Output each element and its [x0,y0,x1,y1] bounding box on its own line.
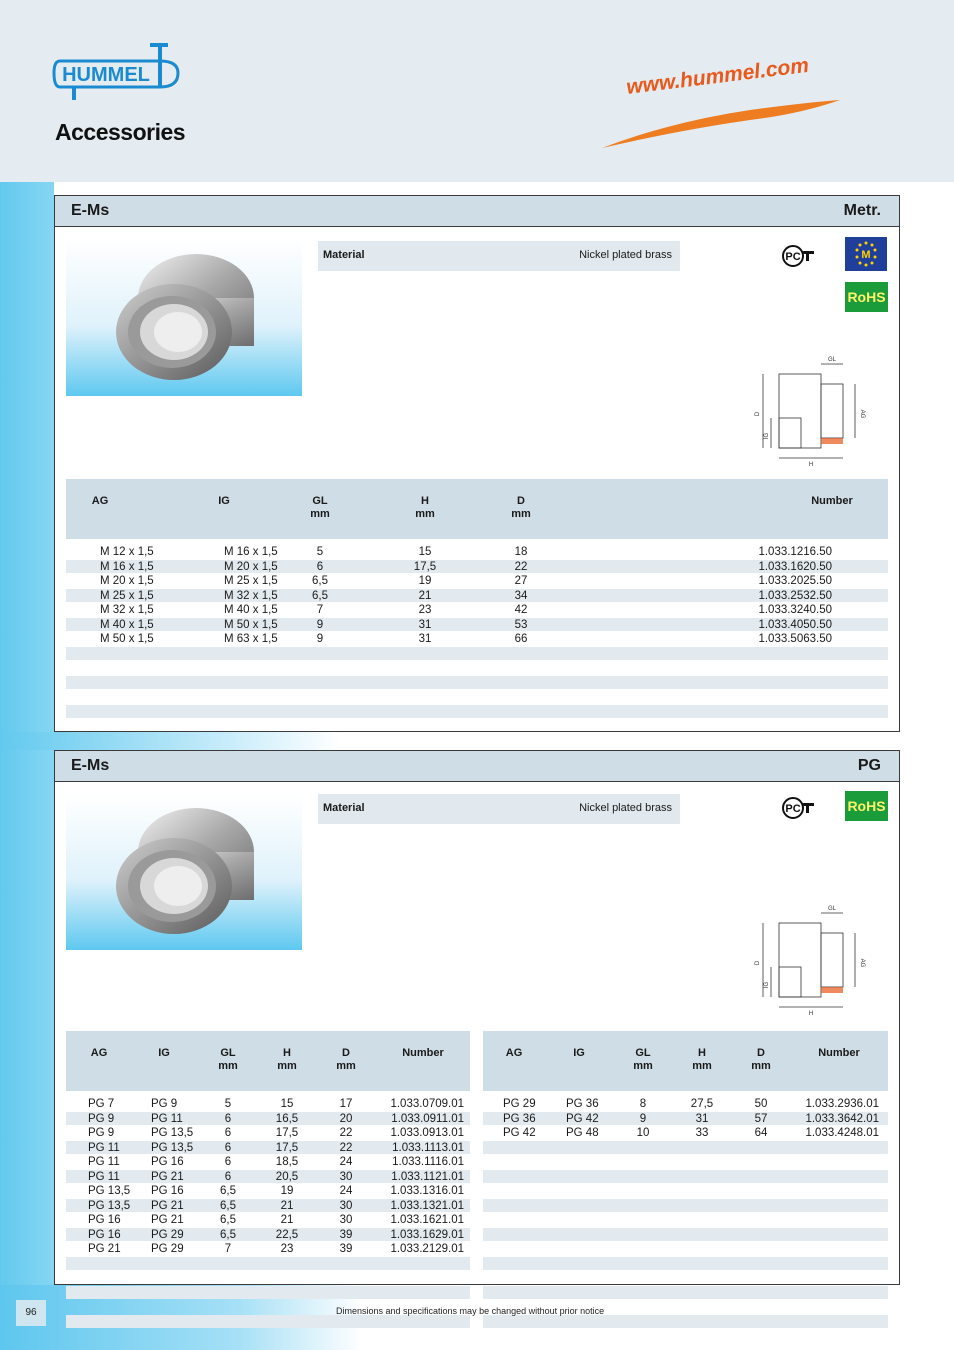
row-stripe [66,647,888,660]
svg-text:H: H [808,1011,814,1017]
table-cell: M 32 x 1,5 [224,589,278,602]
column-label: AG [505,1047,523,1059]
table-cell: 7 [224,1243,232,1255]
table-cell: 6 [224,1156,232,1168]
table-cell: M 50 x 1,5 [100,633,154,645]
column-label: IG [158,1047,170,1059]
gost-r-icon [782,245,816,267]
table-cell: 22,5 [275,1228,299,1241]
eu-badge-icon [845,237,887,271]
table-cell: PG 48 [566,1127,599,1139]
table-cell: 21 [280,1214,294,1226]
svg-text:D: D [755,960,761,966]
table-cell: 18,5 [275,1156,299,1168]
table-cell: 6 [224,1141,232,1154]
table-cell: PG 29 [503,1098,536,1110]
column-label: GL [312,495,328,507]
table-cell: 6,5 [312,589,328,602]
pg-spec-table-left [66,1031,470,1267]
column-unit: mm [692,1060,712,1072]
adapter-image [66,794,302,950]
table-cell: 6,5 [220,1214,236,1226]
table-cell: PG 16 [151,1185,184,1197]
row-stripe [66,1315,470,1328]
table-cell: PG 13,5 [88,1185,131,1197]
column-header-d [306,1047,386,1073]
table-cell: 22 [514,560,528,573]
table-cell: 17,5 [275,1127,299,1139]
table-cell: 1.033.2936.01 [805,1098,879,1110]
rohs-badge: RoHS [845,791,888,821]
table-cell: 9 [316,633,324,645]
table-cell: 31 [418,633,432,645]
column-label: H [283,1047,291,1059]
column-label: AG [90,1047,108,1059]
column-unit: mm [511,508,531,520]
table-cell: 1.033.1216.50 [758,546,832,558]
column-label: D [517,495,525,507]
thread-type: PG [857,757,881,774]
table-cell: M 20 x 1,5 [224,560,278,573]
table-cell: PG 21 [151,1170,184,1183]
svg-text:AG: AG [859,958,865,968]
column-label: H [421,495,429,507]
thread-type: Metr. [843,202,881,219]
website-banner[interactable] [600,53,850,154]
table-cell: PG 9 [151,1098,178,1110]
svg-text:GL: GL [827,357,837,363]
table-cell: PG 42 [503,1127,536,1139]
table-cell: PG 16 [88,1228,121,1241]
table-cell: 21 [418,589,432,602]
table-cell: 1.033.1116.01 [392,1156,464,1168]
table-cell: 31 [695,1112,709,1125]
row-stripe [66,1257,470,1270]
row-stripe [483,1228,888,1241]
column-header-number [383,1047,463,1060]
page-title: Accessories [55,119,186,145]
table-cell: PG 13,5 [88,1199,131,1212]
table-cell: 1.033.4248.01 [805,1127,879,1139]
table-cell: M 16 x 1,5 [100,560,154,573]
table-cell: PG 9 [88,1112,115,1125]
table-cell: 1.033.1629.01 [390,1228,464,1241]
table-cell: 15 [280,1098,294,1110]
table-cell: PG 11 [151,1112,183,1125]
table-cell: 6 [224,1127,232,1139]
table-cell: PG 21 [151,1214,184,1226]
row-stripe [483,1141,888,1154]
table-cell: 6,5 [220,1228,236,1241]
material-row [318,794,680,824]
row-stripe [66,676,888,689]
table-cell: 24 [339,1185,353,1197]
table-cell: 23 [418,604,432,616]
material-label: Material [323,249,365,261]
product-panel-pg [54,750,900,1285]
footer-disclaimer: Dimensions and specifications may be changed without prior notice [336,1306,605,1316]
table-cell: M 16 x 1,5 [224,546,278,558]
table-cell: 33 [695,1127,709,1139]
table-cell: 1.033.1321.01 [390,1199,464,1212]
table-cell: 39 [339,1228,353,1241]
row-stripe [483,1170,888,1183]
gost-r-icon [782,797,816,819]
column-label: Number [818,1047,860,1059]
table-header [66,479,888,539]
product-photo [66,794,302,950]
dimension-drawing [747,354,867,474]
column-header-d [481,495,561,521]
column-label: GL [635,1047,651,1059]
website-url[interactable]: www.hummel.com [625,53,811,100]
column-header-d [721,1047,801,1073]
material-label: Material [323,802,365,814]
page-number: 96 [16,1300,46,1326]
table-cell: 5 [224,1098,232,1110]
table-cell: 1.033.1113.01 [392,1141,464,1154]
table-cell: 1.033.0911.01 [391,1112,464,1125]
table-cell: PG 29 [151,1243,184,1255]
material-value: Nickel plated brass [579,249,672,261]
column-label: D [342,1047,350,1059]
column-label: IG [573,1047,585,1059]
row-stripe [483,1199,888,1212]
table-cell: 34 [514,589,528,602]
table-cell: 17,5 [275,1141,299,1154]
eu-badge-letter: M [861,249,871,261]
table-cell: 19 [280,1185,294,1197]
table-cell: PG 36 [503,1112,536,1125]
table-cell: 1.033.2025.50 [758,575,832,587]
table-cell: PG 11 [88,1170,120,1183]
hummel-logo [52,43,180,101]
table-cell: 6 [316,560,324,573]
column-label: Number [402,1047,444,1059]
pg-spec-table-right [483,1031,888,1267]
table-cell: PG 7 [88,1098,115,1110]
table-cell: 66 [514,633,528,645]
table-cell: 18 [514,546,528,558]
table-cell: PG 9 [88,1127,115,1139]
table-cell: 30 [339,1199,353,1212]
material-row [318,241,680,271]
table-cell: 17 [339,1098,353,1110]
dimension-drawing [747,903,867,1023]
table-cell: 39 [339,1243,353,1255]
table-cell: 20 [339,1112,353,1125]
table-cell: 16,5 [275,1112,299,1125]
table-cell: 1.033.4050.50 [758,618,832,631]
column-unit: mm [310,508,330,520]
row-stripe [483,1315,888,1328]
svg-text:D: D [755,411,761,417]
column-label: D [757,1047,765,1059]
table-cell: PG 13,5 [151,1141,194,1154]
svg-text:PC: PC [785,251,801,263]
table-cell: 1.033.5063.50 [758,633,832,645]
column-unit: mm [218,1060,238,1072]
column-unit: mm [336,1060,356,1072]
column-header-ag [60,495,140,508]
product-panel-metric [54,195,900,732]
table-cell: 5 [316,546,324,558]
section-divider-glow [0,732,340,750]
column-label: AG [91,495,109,507]
logo-wordmark: HUMMEL [62,64,150,86]
table-cell: 9 [639,1112,647,1125]
table-cell: 1.033.1621.01 [390,1214,464,1226]
table-cell: PG 11 [88,1156,120,1168]
table-cell: M 40 x 1,5 [224,604,278,616]
table-cell: 1.033.1121.01 [391,1170,464,1183]
table-cell: 22 [339,1141,353,1154]
table-cell: M 32 x 1,5 [100,604,154,616]
product-name: E-Ms [71,757,110,774]
svg-text:IG: IG [764,981,770,989]
material-value: Nickel plated brass [579,802,672,814]
column-unit: mm [277,1060,297,1072]
table-cell: 30 [339,1170,353,1183]
svg-text:GL: GL [827,906,837,912]
left-accent-strip [0,182,54,1350]
table-cell: PG 21 [88,1243,121,1255]
rohs-badge: RoHS [845,282,888,312]
table-cell: 15 [418,546,432,558]
table-cell: M 20 x 1,5 [100,575,154,587]
column-unit: mm [415,508,435,520]
table-header [483,1031,888,1091]
product-photo [66,240,302,396]
table-cell: 20,5 [275,1170,299,1183]
table-cell: 21 [280,1199,294,1212]
table-cell: 6,5 [220,1185,236,1197]
table-cell: 1.033.2129.01 [390,1243,464,1255]
table-cell: PG 29 [151,1228,184,1241]
table-cell: M 63 x 1,5 [224,633,278,645]
table-cell: 22 [339,1127,353,1139]
table-cell: 9 [316,618,324,631]
column-header-number [792,495,872,508]
table-cell: M 12 x 1,5 [100,546,154,558]
table-cell: 27 [514,575,528,587]
row-stripe [483,1257,888,1270]
table-cell: M 40 x 1,5 [100,618,154,631]
table-cell: 1.033.1316.01 [390,1185,464,1197]
table-cell: 27,5 [690,1098,714,1110]
table-cell: 1.033.3240.50 [758,604,832,616]
column-label: GL [220,1047,236,1059]
table-cell: PG 16 [88,1214,121,1226]
table-cell: 24 [339,1156,353,1168]
svg-text:AG: AG [859,409,865,419]
table-cell: 10 [636,1127,650,1139]
column-header-h [385,495,465,521]
table-cell: PG 11 [88,1141,120,1154]
table-cell: PG 16 [151,1156,184,1168]
svg-text:IG: IG [764,432,770,440]
table-cell: 1.033.0709.01 [390,1098,464,1110]
table-cell: 8 [639,1098,647,1110]
svg-text:PC: PC [785,803,801,815]
adapter-image [66,240,302,396]
row-stripe [66,705,888,718]
table-cell: 6,5 [312,575,328,587]
table-cell: 17,5 [413,560,437,573]
table-cell: M 25 x 1,5 [100,589,154,602]
table-cell: 23 [280,1243,294,1255]
panel-header [55,751,899,782]
column-label: IG [218,495,230,507]
table-cell: 7 [316,604,324,616]
column-unit: mm [751,1060,771,1072]
panel-header [55,196,899,227]
table-cell: 19 [418,575,432,587]
table-cell: 42 [514,604,528,616]
row-stripe [66,1286,470,1299]
column-unit: mm [633,1060,653,1072]
metric-spec-table [66,479,888,715]
column-header-gl [280,495,360,521]
table-header [66,1031,470,1091]
column-header-ig [184,495,264,508]
svg-text:H: H [808,462,814,468]
table-cell: 50 [754,1098,768,1110]
table-cell: PG 21 [151,1199,184,1212]
table-cell: 1.033.0913.01 [390,1127,464,1139]
table-cell: 1.033.2532.50 [758,589,832,602]
table-cell: 6 [224,1112,232,1125]
table-cell: 53 [514,618,528,631]
table-cell: 57 [754,1112,768,1125]
table-cell: 30 [339,1214,353,1226]
table-cell: PG 42 [566,1112,599,1125]
table-cell: 1.033.3642.01 [805,1112,879,1125]
table-cell: 6,5 [220,1199,236,1212]
table-cell: 1.033.1620.50 [758,560,832,573]
table-cell: PG 13,5 [151,1127,194,1139]
table-cell: M 25 x 1,5 [224,575,278,587]
table-cell: 64 [754,1127,768,1139]
table-cell: M 50 x 1,5 [224,618,278,631]
column-label: Number [811,495,853,507]
column-header-number [799,1047,879,1060]
table-cell: 6 [224,1170,232,1183]
row-stripe [483,1286,888,1299]
column-label: H [698,1047,706,1059]
table-cell: 31 [418,618,432,631]
table-cell: PG 36 [566,1098,599,1110]
product-name: E-Ms [71,202,110,219]
